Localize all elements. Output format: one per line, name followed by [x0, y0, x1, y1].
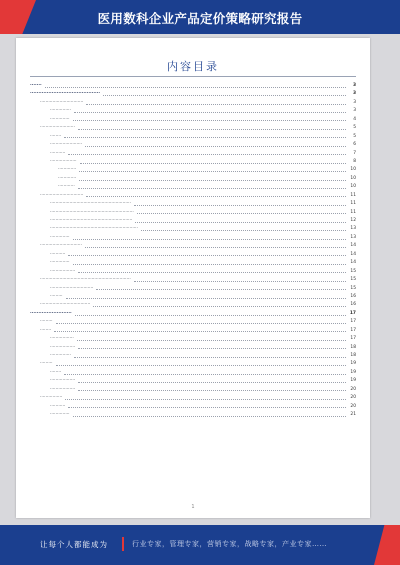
- toc-entry-label: ·······················: [50, 142, 83, 148]
- toc-entry-label: ················: [40, 395, 63, 401]
- toc-dot-leader: [56, 323, 346, 324]
- toc-entry-page: 10: [350, 167, 356, 173]
- toc-dot-leader: [64, 137, 346, 138]
- toc-entry-label: ····························································: [50, 209, 134, 215]
- toc-entry-label: ···············: [50, 108, 71, 114]
- toc-entry-label: ··············: [50, 116, 70, 122]
- toc-entry-page: 12: [350, 218, 356, 223]
- toc-entry-page: 21: [350, 412, 356, 418]
- toc-entry[interactable]: [30, 90, 356, 98]
- toc-entry-page: 20: [350, 386, 356, 392]
- toc-entry[interactable]: [30, 403, 356, 411]
- toc-entry[interactable]: [30, 377, 356, 385]
- toc-entry-label: ·························: [30, 310, 72, 316]
- toc-entry-label: ···············: [50, 353, 71, 358]
- toc-entry[interactable]: [30, 166, 356, 174]
- toc-dot-leader: [73, 120, 346, 121]
- toc-entry-label: ········: [50, 369, 62, 375]
- toc-dot-leader: [68, 154, 346, 155]
- toc-entry-page: 17: [350, 327, 356, 333]
- toc-entry[interactable]: [30, 183, 356, 191]
- toc-dot-leader: [64, 374, 346, 375]
- toc-entry-page: 20: [350, 403, 356, 409]
- toc-entry-label: ···········: [50, 403, 66, 409]
- toc-entry[interactable]: [30, 99, 356, 107]
- toc-entry-label: ·························: [40, 125, 75, 131]
- toc-entry-page: 16: [350, 302, 356, 308]
- toc-dot-leader: [103, 95, 346, 96]
- toc-entry-label: ·········: [50, 293, 63, 299]
- toc-entry-label: ·············: [58, 175, 77, 181]
- toc-entry[interactable]: [30, 293, 356, 301]
- toc-entry-page: 5: [353, 125, 356, 131]
- toc-entry[interactable]: [30, 124, 356, 132]
- toc-entry[interactable]: [30, 133, 356, 141]
- report-title: 医用数科企业产品定价策略研究报告: [97, 11, 303, 26]
- toc-entry-page: 8: [353, 158, 356, 164]
- footer-red-accent: [374, 525, 400, 565]
- toc-dot-leader: [78, 272, 346, 273]
- toc-entry-page: 18: [350, 344, 356, 350]
- toc-dot-leader: [65, 399, 346, 400]
- toc-heading: 内容目录: [167, 60, 219, 73]
- toc-entry-page: 10: [350, 184, 356, 190]
- toc-entry[interactable]: [30, 310, 356, 318]
- footer-tagline: 行业专家，管理专家，营销专家，战略专家，产业专家……: [132, 540, 327, 548]
- toc-dot-leader: [54, 331, 346, 332]
- toc-entry-page: 14: [350, 260, 356, 266]
- toc-entry-label: ········: [40, 327, 52, 333]
- toc-entry-page: 18: [350, 353, 356, 358]
- toc-dot-leader: [85, 146, 346, 147]
- toc-entry-label: ··············: [50, 260, 70, 266]
- toc-entry[interactable]: [30, 158, 356, 166]
- toc-entry-label: ···········: [50, 150, 66, 156]
- toc-entry-page: 16: [350, 293, 356, 299]
- toc-dot-leader: [74, 357, 346, 358]
- toc-entry-label: ·································································: [40, 277, 131, 283]
- toc-dot-leader: [68, 407, 346, 408]
- toc-entry[interactable]: [30, 301, 356, 309]
- toc-entry[interactable]: [30, 360, 356, 368]
- toc-entry-label: ·········: [40, 361, 53, 367]
- toc-entry[interactable]: [30, 150, 356, 158]
- toc-entry[interactable]: [30, 116, 356, 124]
- toc-entry-label: ········: [50, 133, 62, 139]
- toc-dot-leader: [135, 222, 346, 223]
- toc-dot-leader: [73, 264, 346, 265]
- toc-dot-leader: [134, 281, 346, 282]
- toc-dot-leader: [93, 306, 346, 307]
- report-header: [0, 0, 400, 34]
- toc-entry-page: 17: [349, 310, 356, 316]
- footer-slogan: 让每个人都能成为: [40, 540, 108, 549]
- toc-entry-page: 17: [350, 319, 356, 325]
- toc-dot-leader: [141, 230, 346, 231]
- footer-divider: [122, 537, 124, 551]
- toc-entry-page: 4: [353, 116, 356, 122]
- toc-dot-leader: [73, 416, 346, 417]
- toc-entry[interactable]: [30, 276, 356, 284]
- toc-dot-leader: [73, 239, 346, 240]
- toc-dot-leader: [77, 340, 346, 341]
- toc-entry-page: 13: [350, 234, 356, 240]
- toc-dot-leader: [79, 180, 346, 181]
- toc-entry-label: ··············: [50, 234, 70, 240]
- toc-divider: [30, 76, 356, 77]
- toc-entry-label: ·······························································: [50, 226, 138, 232]
- toc-entry[interactable]: [30, 335, 356, 343]
- toc-entry-label: ··················: [50, 386, 76, 392]
- toc-dot-leader: [78, 348, 346, 349]
- toc-dot-leader: [78, 390, 346, 391]
- toc-entry-label: ···········: [50, 251, 66, 257]
- toc-dot-leader: [78, 382, 346, 383]
- toc-dot-leader: [80, 163, 346, 164]
- toc-entry[interactable]: [30, 285, 356, 293]
- toc-entry[interactable]: [30, 192, 356, 200]
- toc-entry-label: ···························································: [50, 218, 133, 223]
- toc-entry-page: 6: [353, 142, 356, 148]
- toc-entry[interactable]: [30, 411, 356, 419]
- toc-entry[interactable]: [30, 327, 356, 335]
- toc-entry-page: 11: [350, 209, 356, 215]
- toc-entry-page: 3: [353, 108, 356, 114]
- toc-dot-leader: [78, 129, 346, 130]
- toc-entry[interactable]: [30, 242, 356, 250]
- toc-entry[interactable]: [30, 352, 356, 360]
- toc-entry[interactable]: [30, 268, 356, 276]
- toc-entry-page: 13: [350, 226, 356, 232]
- page-number: 1: [191, 504, 195, 510]
- toc-entry[interactable]: [30, 141, 356, 149]
- toc-list: [30, 82, 356, 420]
- toc-entry-label: ··················: [50, 268, 76, 274]
- toc-dot-leader: [56, 365, 346, 366]
- toc-entry-label: ·······························: [40, 99, 84, 105]
- toc-entry[interactable]: [30, 217, 356, 225]
- toc-entry[interactable]: [30, 394, 356, 402]
- toc-entry-label: ··········································: [30, 91, 101, 97]
- report-footer: [0, 525, 400, 565]
- toc-dot-leader: [86, 196, 346, 197]
- toc-entry-page: 15: [350, 268, 356, 274]
- toc-dot-leader: [75, 315, 346, 316]
- toc-entry[interactable]: [30, 200, 356, 208]
- toc-entry[interactable]: [30, 251, 356, 259]
- toc-entry-page: 3: [352, 91, 356, 97]
- toc-dot-leader: [78, 188, 346, 189]
- toc-dot-leader: [134, 205, 346, 206]
- toc-entry[interactable]: [30, 344, 356, 352]
- toc-entry-page: 20: [350, 395, 356, 401]
- toc-entry-label: ··················: [50, 378, 76, 384]
- toc-entry-page: 14: [350, 243, 356, 249]
- toc-entry[interactable]: [30, 259, 356, 267]
- toc-entry-page: 15: [350, 285, 356, 291]
- toc-entry-label: ············: [58, 184, 75, 190]
- toc-entry-page: 10: [350, 175, 356, 181]
- toc-dot-leader: [68, 255, 346, 256]
- toc-entry-page: 5: [353, 133, 356, 139]
- toc-entry-page: 19: [350, 361, 356, 367]
- toc-entry-page: 11: [350, 201, 356, 207]
- toc-entry-label: ·······························: [50, 285, 94, 291]
- toc-dot-leader: [85, 247, 346, 248]
- toc-entry-label: ·······: [30, 83, 42, 88]
- toc-page: [16, 38, 370, 518]
- toc-dot-leader: [79, 171, 346, 172]
- toc-entry-page: 11: [350, 192, 356, 198]
- toc-entry[interactable]: [30, 82, 356, 90]
- toc-entry-page: 7: [353, 150, 356, 156]
- toc-entry[interactable]: [30, 209, 356, 217]
- toc-entry-page: 17: [350, 336, 356, 342]
- toc-dot-leader: [137, 213, 346, 214]
- toc-entry-page: 3: [352, 83, 356, 88]
- toc-entry-page: 15: [350, 277, 356, 283]
- toc-entry-page: 3: [353, 99, 356, 105]
- toc-entry[interactable]: [30, 107, 356, 115]
- toc-entry[interactable]: [30, 234, 356, 242]
- toc-entry-label: ····································: [40, 302, 91, 308]
- toc-entry-page: 14: [350, 251, 356, 257]
- toc-entry-label: ··················: [50, 344, 76, 350]
- toc-entry-label: ···················: [50, 158, 77, 164]
- toc-entry-page: 19: [350, 369, 356, 375]
- toc-entry-label: ··························································: [50, 201, 131, 207]
- toc-entry-page: 19: [350, 378, 356, 384]
- toc-entry[interactable]: [30, 225, 356, 233]
- toc-entry[interactable]: [30, 386, 356, 394]
- toc-entry-label: ··············: [50, 412, 70, 418]
- toc-entry[interactable]: [30, 318, 356, 326]
- toc-entry-label: ······························: [40, 243, 82, 249]
- toc-entry-label: ·············: [58, 167, 77, 173]
- toc-dot-leader: [66, 298, 346, 299]
- toc-entry-label: ·······························: [40, 192, 84, 198]
- toc-dot-leader: [45, 87, 346, 88]
- toc-entry-label: ·················: [50, 336, 74, 342]
- toc-dot-leader: [74, 112, 346, 113]
- toc-entry[interactable]: [30, 369, 356, 377]
- toc-entry[interactable]: [30, 175, 356, 183]
- toc-dot-leader: [96, 289, 346, 290]
- toc-dot-leader: [86, 104, 346, 105]
- toc-entry-label: ·········: [40, 319, 53, 325]
